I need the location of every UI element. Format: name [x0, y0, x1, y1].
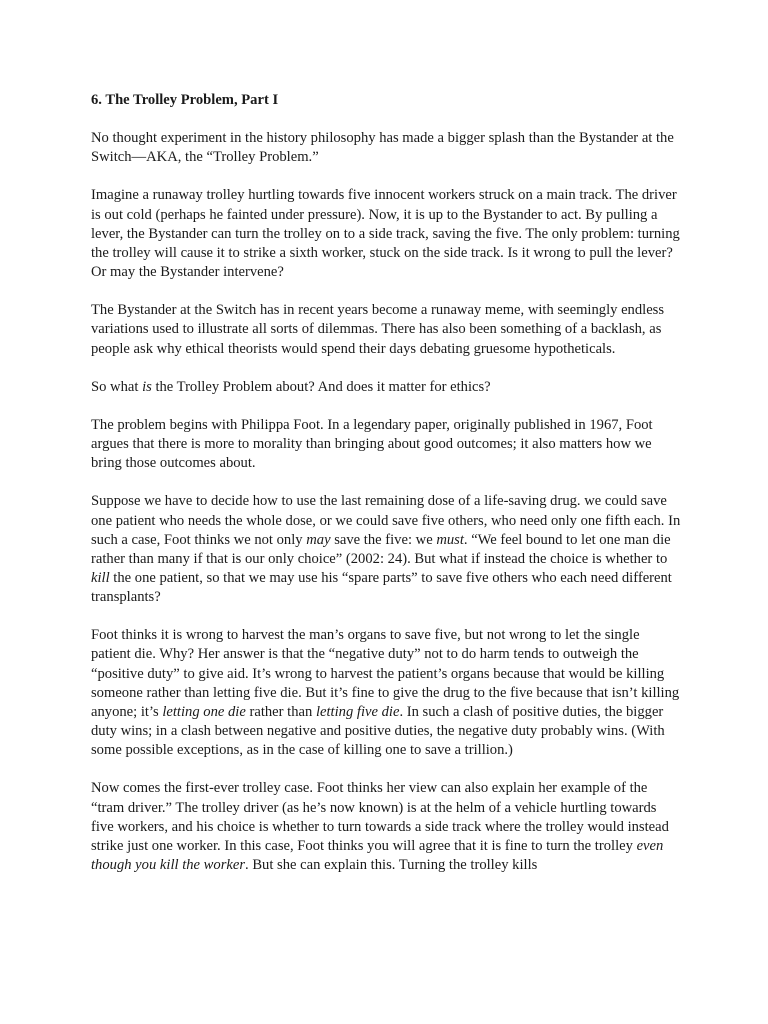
paragraph-4: [91, 378, 681, 397]
section-heading: 6. The Trolley Problem, Part I: [91, 92, 279, 108]
text-run: the one patient, so that we may use his “spare parts” to save five others who each need different transplants?: [91, 569, 672, 606]
text-run: Now comes the first-ever trolley case. Foot thinks her view can also explain her example of the “tram driver.” The trolley driver (as he’s now known) is at the helm of a vehicle hurtling towards five workers, and his choice is whether to turn towards a side track where the trolley would instead strike just one worker. In this case, Foot thinks you will agree that it is fine to turn the trolley: [91, 780, 669, 854]
text-run: . But she can explain this. Turning the trolley kills: [245, 857, 538, 873]
text-run: save the five: we: [330, 531, 437, 548]
emphasis: letting one die: [162, 703, 246, 720]
document-page: [91, 91, 681, 894]
paragraph-8: [91, 779, 681, 875]
text-run: Foot thinks it is wrong to harvest the man’s organs to save five, but not wrong to let the single patient die. Why? Her answer is that the “negative duty” not to do harm tends to outweigh the “positive duty” to give aid. It’s wrong to harvest the patient’s organs because that would be killing someone rather than letting five die. But it’s fine to give the drug to the five because that isn’t killing anyone; it’s: [91, 627, 680, 720]
emphasis: even though you kill the worker: [91, 837, 664, 873]
emphasis: letting five die: [315, 703, 400, 720]
emphasis: may: [306, 531, 331, 548]
paragraph-5: The problem begins with Philippa Foot. In a legendary paper, originally published in 1967, Foot argues that there is more to morality than bringing about good outcomes; it also matters how we bring those outcomes about.: [91, 416, 653, 472]
text-run: . In such a clash of positive duties, the bigger duty wins; in a clash between negative and positive duties, the negative duty probably wins. (With some possible exceptions, as in the case of killing one to save a trillion.): [91, 703, 665, 759]
paragraph-1: No thought experiment in the history philosophy has made a bigger splash than the Bystander at the Switch—AKA, the “Trolley Problem.”: [91, 130, 674, 166]
paragraph-6: [91, 492, 681, 607]
emphasis: is: [142, 378, 152, 395]
text-run: Suppose we have to decide how to use the last remaining dose of a life-saving drug. we could save one patient who needs the whole dose, or we could save five others, who need only one fifth each. In such a case, Foot thinks we not only: [91, 493, 681, 548]
text-run: rather than: [245, 703, 316, 720]
paragraph-2: Imagine a runaway trolley hurtling towards five innocent workers struck on a main track. The driver is out cold (perhaps he fainted under pressure). Now, it is up to the Bystander to act. By pulling a lever, the Bystander can turn the trolley on to a side track, saving the five. The only problem: turning the trolley will cause it to strike a sixth worker, stuck on the side track. Is it wrong to pull the lever? Or may the Bystander intervene?: [91, 187, 680, 281]
paragraph-3: The Bystander at the Switch has in recent years become a runaway meme, with seemingly endless variations used to illustrate all sorts of dilemmas. There has also been something of a backlash, as people ask why ethical theorists would spend their days debating gruesome hypotheticals.: [91, 302, 665, 357]
text-run: So what: [91, 378, 143, 395]
emphasis: kill: [91, 569, 110, 586]
emphasis: must: [436, 531, 464, 548]
text-run: . “We feel bound to let one man die rather than many if that is our only choice” (2002: 24). But what if instead the choice is whether to: [91, 531, 671, 567]
text-run: the Trolley Problem about? And does it matter for ethics?: [151, 378, 491, 395]
paragraph-7: [91, 626, 681, 760]
